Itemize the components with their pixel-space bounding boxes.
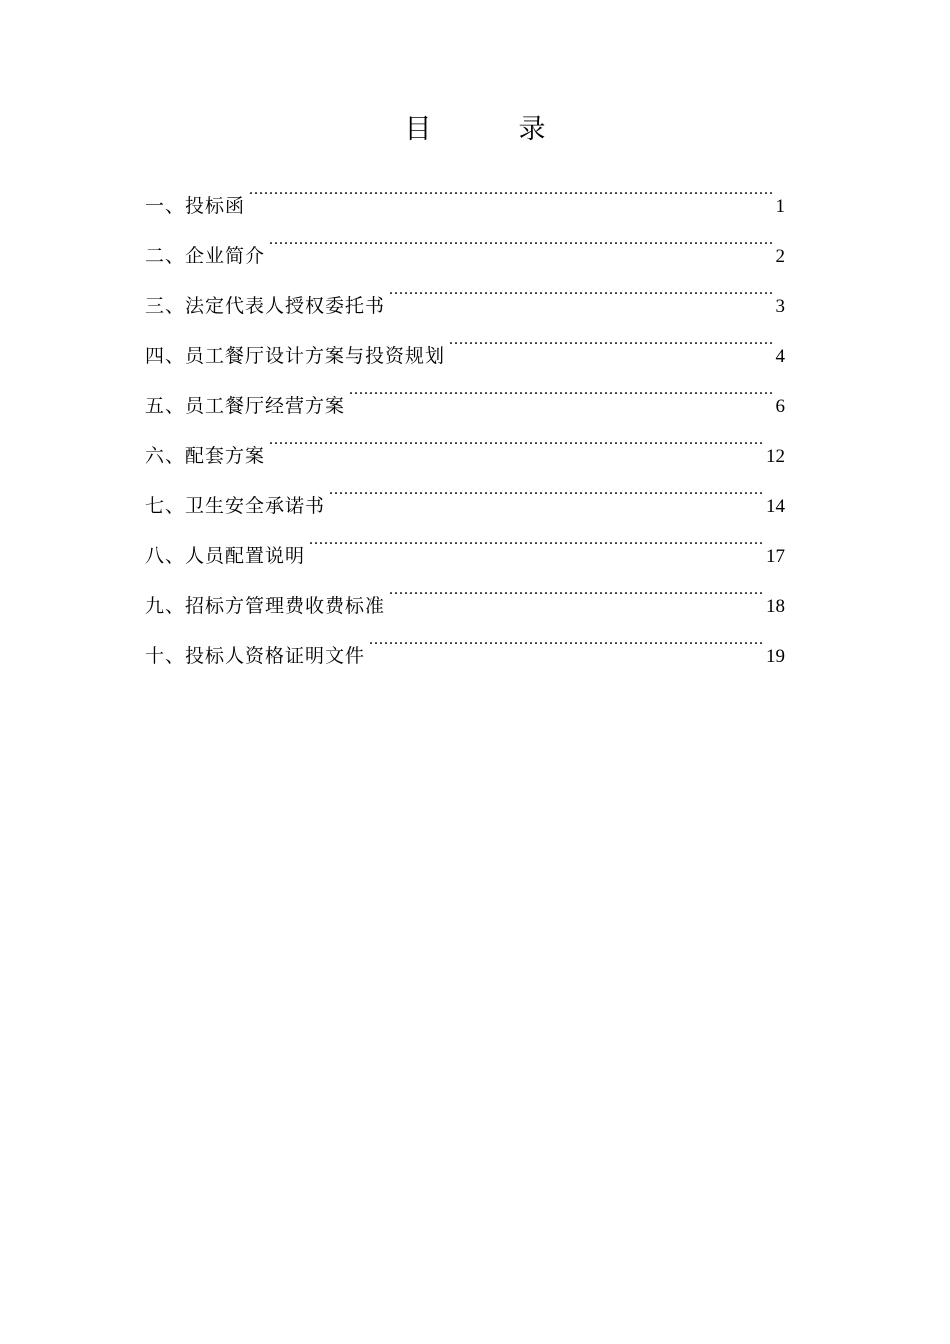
toc-leader-dots bbox=[449, 312, 773, 362]
toc-entry[interactable] bbox=[145, 162, 785, 217]
toc-entry-label: 三、法定代表人授权委托书 bbox=[145, 295, 386, 317]
toc-leader-dots bbox=[269, 212, 773, 262]
toc-entry-label: 七、卫生安全承诺书 bbox=[145, 495, 326, 517]
toc-entry-label: 四、员工餐厅设计方案与投资规划 bbox=[145, 345, 446, 367]
toc-entry-page: 2 bbox=[775, 246, 785, 267]
toc-leader-dots bbox=[389, 262, 773, 312]
toc-entry-page: 14 bbox=[766, 496, 785, 517]
toc-entry-page: 18 bbox=[766, 596, 785, 617]
toc-leader-dots bbox=[309, 512, 764, 562]
toc-leader-dots bbox=[249, 162, 773, 212]
toc-leader-dots bbox=[269, 412, 764, 462]
toc-entry-page: 4 bbox=[775, 346, 785, 367]
toc-entry-label: 六、配套方案 bbox=[145, 445, 266, 467]
toc-entry-page: 1 bbox=[775, 196, 785, 217]
toc-entry-label: 二、企业简介 bbox=[145, 245, 266, 267]
toc-leader-dots bbox=[369, 612, 764, 662]
toc-entry-page: 19 bbox=[766, 646, 785, 667]
toc-entry-label: 一、投标函 bbox=[145, 195, 246, 217]
toc-title: 目 录 bbox=[404, 114, 576, 145]
toc-entry-page: 6 bbox=[775, 396, 785, 417]
toc-entry-label: 九、招标方管理费收费标准 bbox=[145, 595, 386, 617]
toc-entry-label: 十、投标人资格证明文件 bbox=[145, 645, 366, 667]
toc-leader-dots bbox=[349, 362, 773, 412]
toc-leader-dots bbox=[389, 562, 764, 612]
toc-entry-page: 17 bbox=[766, 546, 785, 567]
toc-entry-label: 八、人员配置说明 bbox=[145, 545, 306, 567]
toc-entry-page: 3 bbox=[775, 296, 785, 317]
toc-leader-dots bbox=[329, 462, 764, 512]
toc-entry-label: 五、员工餐厅经营方案 bbox=[145, 395, 346, 417]
toc-list bbox=[145, 162, 785, 667]
toc-entry-page: 12 bbox=[766, 446, 785, 467]
